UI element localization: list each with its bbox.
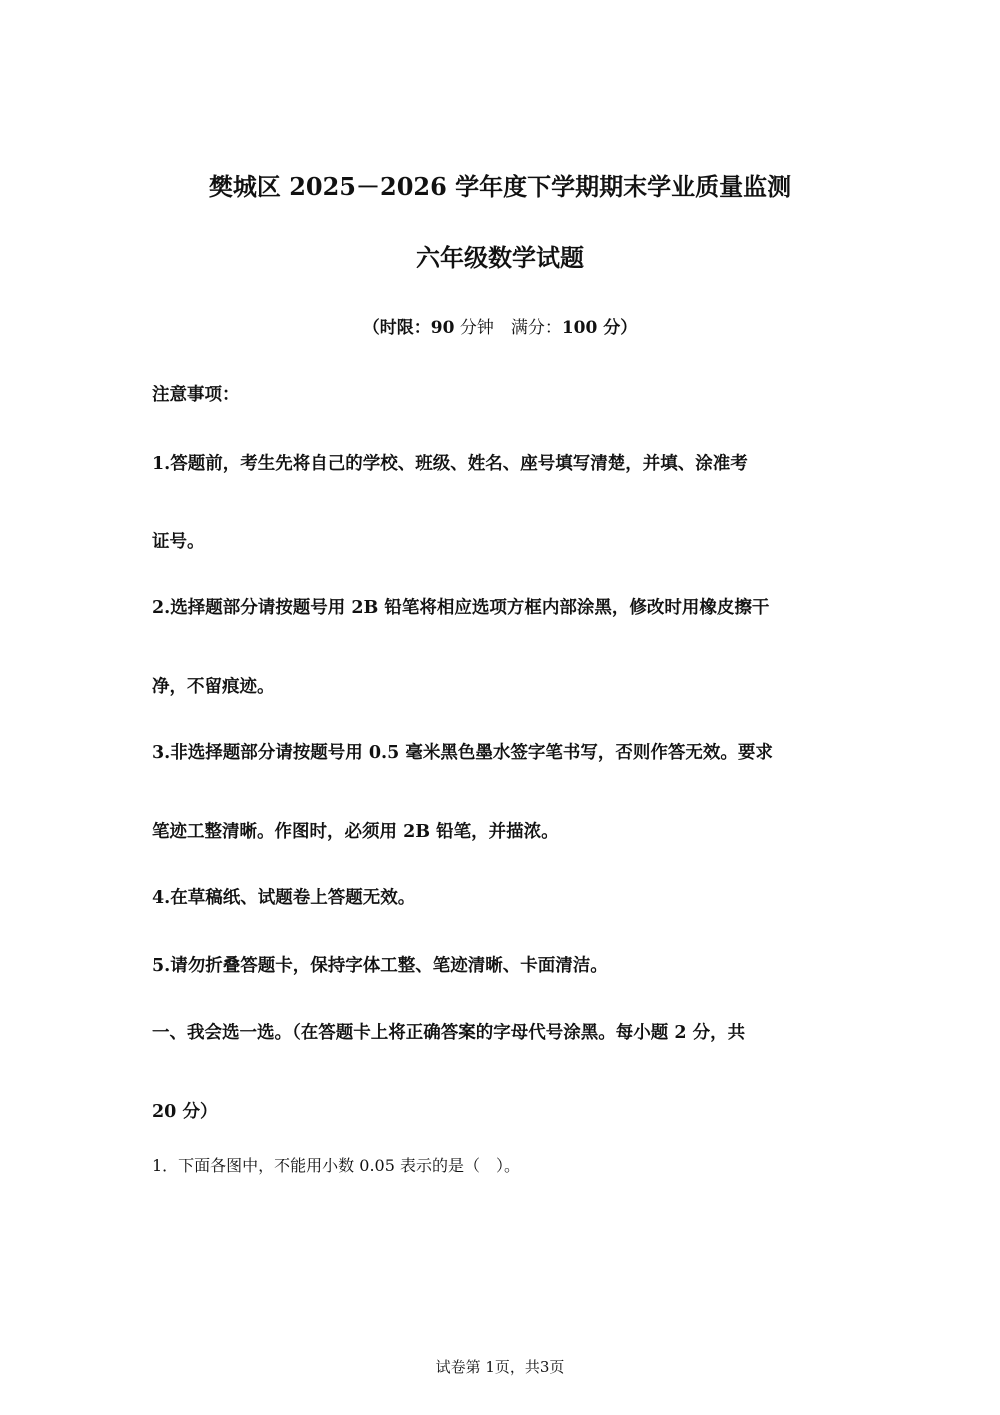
exam-subtitle: 六年级数学试题 bbox=[416, 243, 584, 272]
time-unit: 分钟 bbox=[454, 318, 494, 338]
notice-heading: 注意事项： bbox=[152, 385, 240, 405]
question-1: 1．下面各图中，不能用小数 0.05 表示的是（ ）。 bbox=[152, 1156, 520, 1175]
time-label: 时限： bbox=[379, 318, 431, 338]
notice-2-line-1: 2.选择题部分请按题号用 2B 铅笔将相应选项方框内部涂黑，修改时用橡皮擦干 bbox=[152, 598, 770, 618]
notice-2-line-2: 净，不留痕迹。 bbox=[152, 677, 275, 697]
score-label: 满分： bbox=[510, 318, 562, 338]
exam-time-score-info bbox=[0, 316, 1000, 340]
notice-5: 5.请勿折叠答题卡，保持字体工整、笔迹清晰、卡面清洁。 bbox=[152, 956, 608, 976]
exam-title: 樊城区 2025－2026 学年度下学期期末学业质量监测 bbox=[208, 172, 792, 201]
notice-4: 4.在草稿纸、试题卷上答题无效。 bbox=[152, 888, 416, 908]
notice-1-line-1: 1.答题前，考生先将自己的学校、班级、姓名、座号填写清楚，并填、涂准考 bbox=[152, 454, 748, 474]
notice-3-line-2: 笔迹工整清晰。作图时，必须用 2B 铅笔，并描浓。 bbox=[152, 822, 559, 842]
section-1-heading-line-1: 一、我会选一选。（在答题卡上将正确答案的字母代号涂黑。每小题 2 分，共 bbox=[152, 1023, 746, 1043]
notice-3-line-1: 3.非选择题部分请按题号用 0.5 毫米黑色墨水签字笔书写，否则作答无效。要求 bbox=[152, 743, 773, 763]
notice-1-line-2: 证号。 bbox=[152, 532, 205, 552]
info-gap bbox=[494, 318, 511, 338]
page-footer: 试卷第 1页，共3页 bbox=[435, 1358, 565, 1376]
score-unit: 分） bbox=[597, 318, 638, 338]
score-value: 100 bbox=[561, 318, 598, 338]
time-value: 90 bbox=[430, 318, 455, 338]
section-1-heading-line-2: 20 分） bbox=[152, 1102, 218, 1122]
info-open-paren: （ bbox=[362, 318, 380, 338]
